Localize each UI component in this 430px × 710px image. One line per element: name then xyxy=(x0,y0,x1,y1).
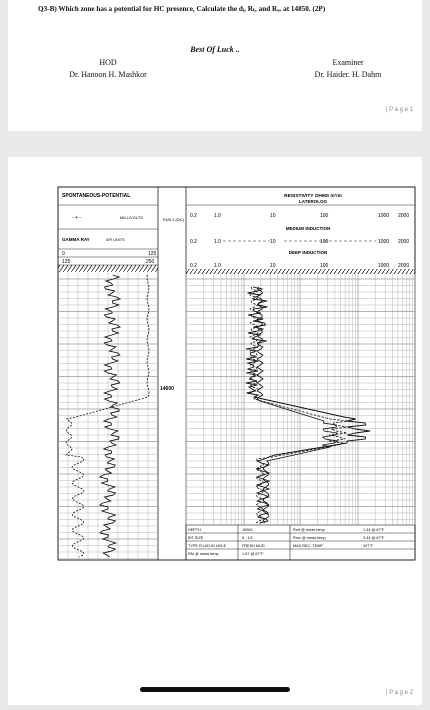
svg-text:Rmf @ meas temp: Rmf @ meas temp xyxy=(293,528,325,532)
examiner-signature xyxy=(288,57,408,81)
svg-text:0.2: 0.2 xyxy=(190,213,197,219)
svg-text:BIT SIZE: BIT SIZE xyxy=(188,536,204,540)
log-footer-text xyxy=(188,528,385,556)
svg-text:1.0: 1.0 xyxy=(214,239,221,245)
examiner-name: Dr. Haider. H. Dahm xyxy=(314,70,382,79)
track-1-grid xyxy=(58,272,158,560)
gr-title: GAMMA RAY xyxy=(62,237,90,242)
page-number-2: | P a g e 2 xyxy=(385,690,413,696)
svg-text:10: 10 xyxy=(270,239,276,245)
svg-text:2000: 2000 xyxy=(398,263,410,269)
gr-unit: API UNITS xyxy=(106,238,125,242)
svg-text:FRESH MUD: FRESH MUD xyxy=(242,544,265,548)
gr-scale-top-min: 0 xyxy=(62,251,65,257)
svg-text:2000: 2000 xyxy=(398,239,410,245)
svg-text:10: 10 xyxy=(270,213,276,219)
run-label: RUN 2 (DIL) xyxy=(163,218,184,222)
svg-text:100: 100 xyxy=(320,213,329,219)
sp-unit: MILLIVOLTS xyxy=(120,215,143,220)
gr-scale-top-max: 125 xyxy=(148,251,157,257)
resistivity-title: RESISTIVITY OHMS m²/m xyxy=(284,194,342,199)
svg-text:15962: 15962 xyxy=(242,528,253,532)
page-1 xyxy=(8,0,422,131)
gamma-ray-curve xyxy=(100,275,120,557)
well-log-figure xyxy=(8,157,422,705)
scale-row-2 xyxy=(190,239,409,245)
gr-scale-bottom-min: 125 xyxy=(62,259,71,265)
svg-text:1.67 @ 67°F: 1.67 @ 67°F xyxy=(242,552,264,556)
svg-text:1.34 @ 67°F: 1.34 @ 67°F xyxy=(363,528,385,532)
svg-text:1000: 1000 xyxy=(378,263,390,269)
medium-induction-label: MEDIUM INDUCTION xyxy=(285,226,331,231)
svg-text:100: 100 xyxy=(320,263,329,269)
question-text: Q3-B) Which zone has a potential for HC presence, Calculate the dᵢ, Rₜ, and Rₓₒ at 14850. (2P) xyxy=(38,5,326,13)
svg-text:100: 100 xyxy=(320,239,329,245)
svg-text:DEPTH: DEPTH xyxy=(188,528,201,532)
svg-text:8 - 1/2: 8 - 1/2 xyxy=(242,536,253,540)
laterolog-label: LATEROLOG xyxy=(299,199,327,204)
hatch-band-track-2 xyxy=(186,269,415,274)
examiner-title: Examiner xyxy=(332,58,364,67)
svg-text:TYPE FLUID IN HOLE: TYPE FLUID IN HOLE xyxy=(188,544,227,548)
hod-name: Dr. Hanoon H. Mashkor xyxy=(69,70,147,79)
svg-text:RM @ meas temp: RM @ meas temp xyxy=(188,552,219,556)
svg-text:1.0: 1.0 xyxy=(214,263,221,269)
scale-row-1 xyxy=(190,213,409,219)
hatch-band-track-1 xyxy=(58,265,158,272)
sp-title: SPONTANEOUS-POTENTIAL xyxy=(62,193,131,199)
depth-label: 14600 xyxy=(160,386,174,392)
svg-text:2000: 2000 xyxy=(398,213,410,219)
svg-text:MAX REC. TEMP: MAX REC. TEMP xyxy=(293,544,323,548)
svg-text:197°F: 197°F xyxy=(363,544,374,548)
scale-row-3 xyxy=(190,263,409,269)
deep-induction-label: DEEP INDUCTION xyxy=(288,250,328,255)
track-2-grid xyxy=(186,274,415,525)
svg-text:Rmc @ meas temp: Rmc @ meas temp xyxy=(293,536,326,540)
svg-text:1.0: 1.0 xyxy=(214,213,221,219)
svg-text:10: 10 xyxy=(270,263,276,269)
svg-text:1000: 1000 xyxy=(378,239,390,245)
svg-text:0.2: 0.2 xyxy=(190,263,197,269)
hod-signature xyxy=(48,57,168,81)
gr-scale-bottom-max: 250 xyxy=(146,259,155,265)
closing-text: Best Of Luck .. xyxy=(190,45,240,54)
home-indicator[interactable] xyxy=(140,687,290,692)
svg-text:0.2: 0.2 xyxy=(190,239,197,245)
page-number-1: | P a g e 1 xyxy=(385,107,413,113)
page-2 xyxy=(8,157,422,705)
hod-title: HOD xyxy=(99,58,117,67)
sp-scale: - + - xyxy=(72,215,82,221)
svg-text:1000: 1000 xyxy=(378,213,390,219)
svg-text:3.34 @ 67°F: 3.34 @ 67°F xyxy=(363,536,385,540)
